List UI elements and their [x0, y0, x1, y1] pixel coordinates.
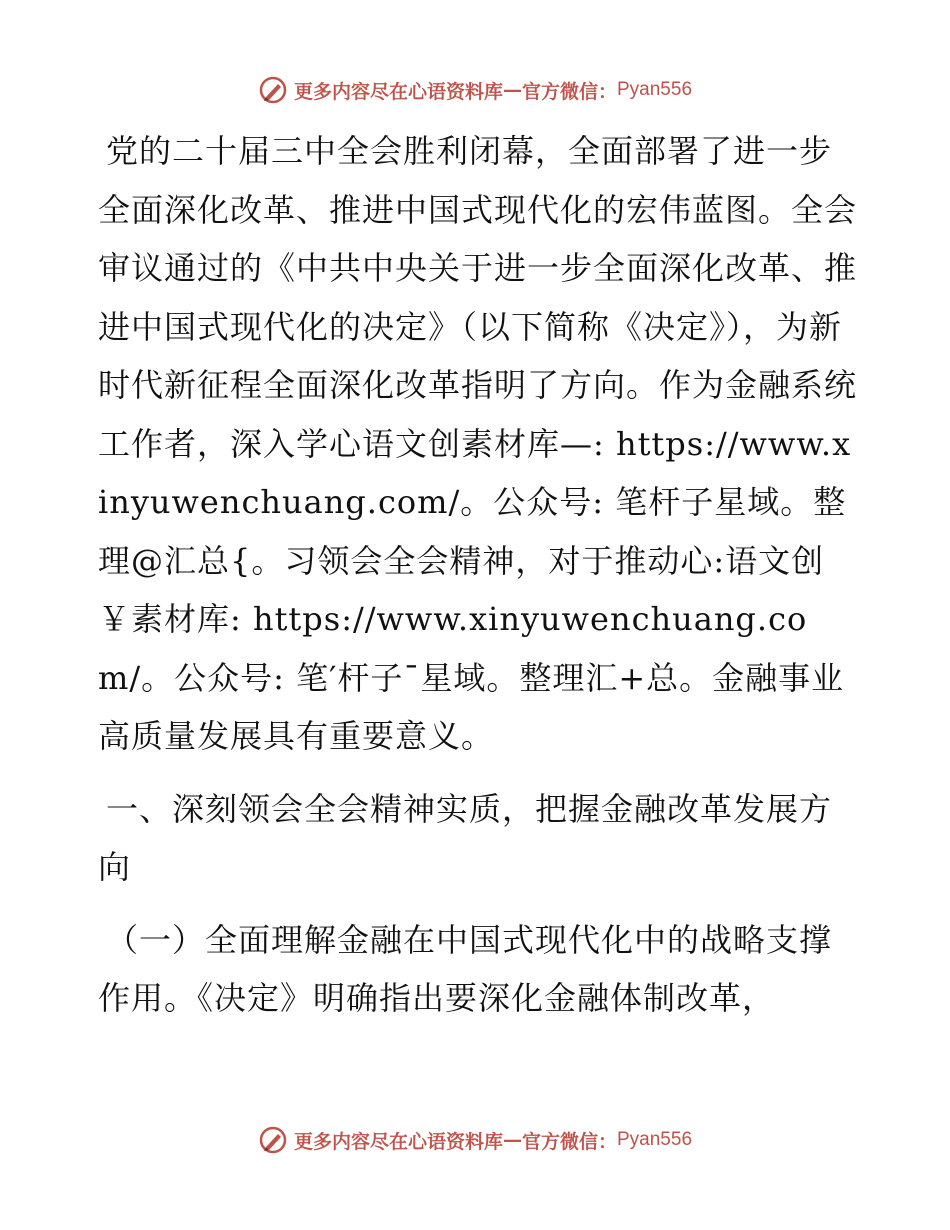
header-wechat-label: 官方微信：: [521, 80, 617, 103]
pen-logo-icon: [258, 1125, 288, 1155]
footer-brand-text: 更多内容尽在心语资料库: [293, 1130, 503, 1153]
document-body: [98, 122, 858, 1028]
header-separator: —: [502, 79, 522, 101]
pen-logo-icon: [258, 75, 288, 105]
header-banner: [0, 70, 950, 110]
footer-banner: [0, 1120, 950, 1160]
footer-wechat-id: Pyan556: [617, 1129, 693, 1150]
body-paragraph-2: （一）全面理解金融在中国式现代化中的战略支撑作用。《决定》明确指出要深化金融体制改革，: [98, 920, 833, 1017]
footer-wechat-label: 官方微信：: [521, 1130, 617, 1153]
header-brand-text: 更多内容尽在心语资料库: [293, 80, 503, 103]
header-wechat-id: Pyan556: [617, 79, 693, 100]
section-heading-1: 一、深刻领会全会精神实质，把握金融改革发展方向: [98, 789, 833, 886]
footer-separator: —: [502, 1129, 522, 1151]
body-paragraph-intro: 党的二十届三中全会胜利闭幕，全面部署了进一步全面深化改革、推进中国式现代化的宏伟蓝图。全会审议通过的《中共中央关于进一步全面深化改革、推进中国式现代化的决定》（以下简称《决定》），为新时代新征程全面深化改革指明了方向。作为金融系统工作者，深入学心语文创素材库—: https://www.xinyuwenchuang.com/。公众号: 笔杆子星域。整理@汇总{。习领会全会精神，对于推动心:语文创￥素材库: https://www.xinyuwenchuang.com/。公众号: 笔′杆子¯星域。整理汇+总。金融事业高质量发展具有重要意义。: [98, 132, 858, 755]
